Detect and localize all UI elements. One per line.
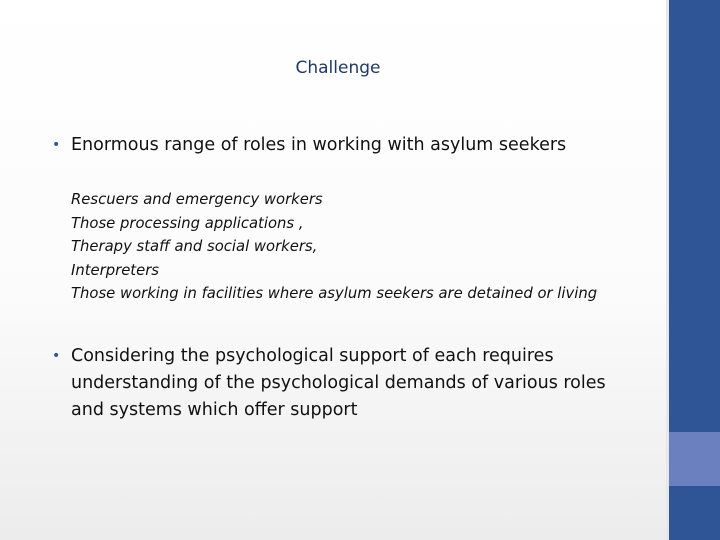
role-item: Therapy staff and social workers, <box>71 238 318 255</box>
rail-accent-block <box>669 432 720 486</box>
role-item: Interpreters <box>71 261 160 279</box>
role-item: Those working in facilities where asylum seekers are detained or living <box>71 285 598 302</box>
bullet-text: Considering the psychological support of each requires understanding of the psychological demands of various roles and systems which offer support <box>71 346 606 420</box>
bullet-item <box>52 343 632 424</box>
roles-list <box>71 188 651 306</box>
bullet-text: Enormous range of roles in working with asylum seekers <box>71 135 567 155</box>
role-item: Rescuers and emergency workers <box>71 191 323 208</box>
bullet-item <box>52 132 652 159</box>
bullet-dot-icon: • <box>52 348 61 364</box>
slide-title: Challenge <box>295 58 381 78</box>
role-item: Those processing applications , <box>71 214 304 232</box>
bullet-dot-icon: • <box>52 137 61 153</box>
